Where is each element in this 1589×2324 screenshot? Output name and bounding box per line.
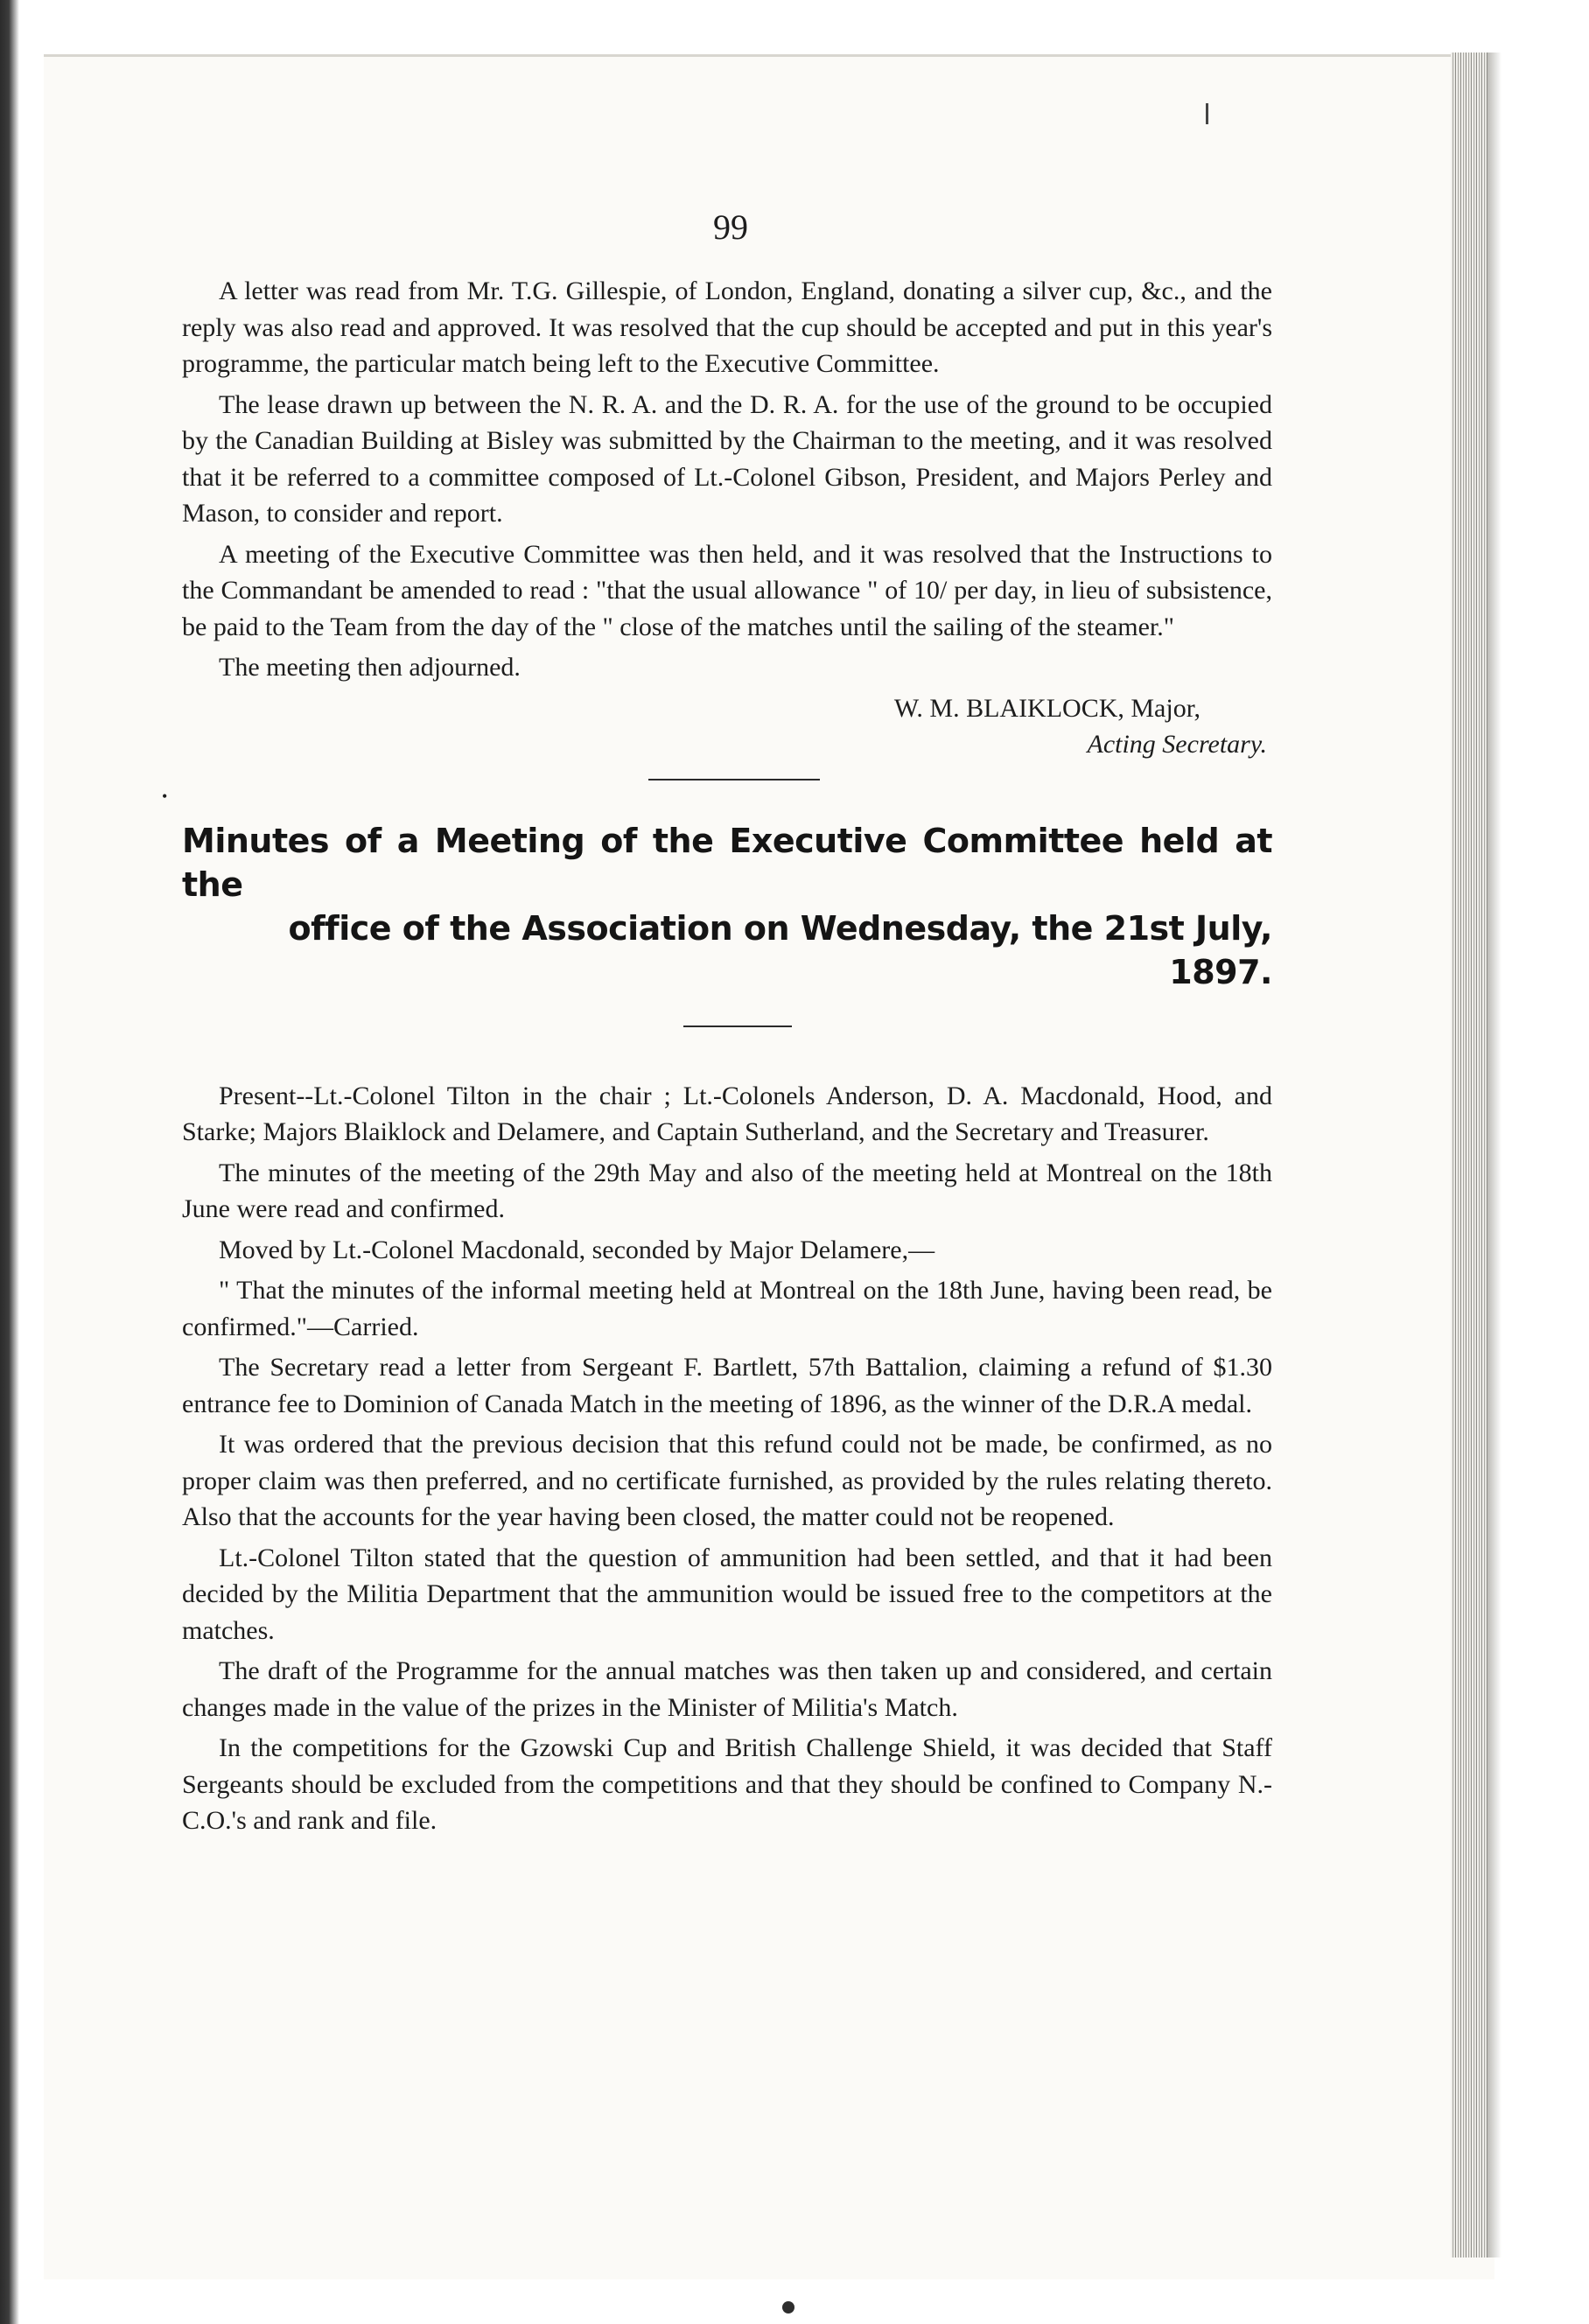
page-number: 99 [713, 207, 748, 247]
paragraph-bartlett-letter: The Secretary read a letter from Sergeant F. Bartlett, 57th Battalion, claiming a refund of $1.30 entrance fee to Dominion of Canada Match in the meeting of 1896, as the winner of the D.R.A medal. [182, 1353, 1272, 1418]
section-previous-minutes [182, 273, 1272, 763]
print-mark [1206, 103, 1208, 124]
signature-title: Acting Secretary. [1087, 730, 1267, 759]
heading-line-2: office of the Association on Wednesday, the 21st July, 1897. [288, 908, 1272, 991]
bottom-scan-mark [782, 2301, 794, 2314]
paragraph-present: Present--Lt.-Colonel Tilton in the chair ; Lt.-Colonels Anderson, D. A. Macdonald, Hood, and Starke; Majors Blaiklock and Delamere, and Captain Sutherland, and the Secretary and Treasurer. [182, 1081, 1272, 1146]
signature-name: W. M. BLAIKLOCK, Major, [893, 693, 1200, 723]
paragraph-adjourned: The meeting then adjourned. [219, 653, 521, 682]
paragraph-gillespie-letter: A letter was read from Mr. T.G. Gillespie, of London, England, donating a silver cup, &c., and the reply was also read and approved. It was resolved that the cup should be accepted and put in this year's programme, the particular match being left to the Executive Committee. [182, 276, 1272, 378]
page-edges-shadow [1488, 52, 1502, 2258]
paragraph-minutes-confirmed: The minutes of the meeting of the 29th May and also of the meeting held at Montreal on the 18th June were read and confirmed. [182, 1158, 1272, 1223]
paragraph-moved-by: Moved by Lt.-Colonel Macdonald, seconded by Major Delamere,— [219, 1235, 935, 1264]
section-heading [182, 819, 1272, 994]
heading-line-1: Minutes of a Meeting of the Executive Committee held at the [182, 821, 1272, 904]
section-divider [648, 779, 820, 780]
section-divider-wrap [162, 779, 1272, 805]
stray-dot-mark: • [162, 787, 168, 805]
paragraph-lease: The lease drawn up between the N. R. A. and the D. R. A. for the use of the ground to be occupied by the Canadian Building at Bisley was submitted by the Chairman to the meeting, and it was resolved that it be referred to a committee composed of Lt.-Colonel Gibson, President, and Majors Perley and Mason, to consider and report. [182, 389, 1272, 528]
text-column [162, 184, 1272, 1844]
signature-block [182, 690, 1272, 763]
book-binding-edge [0, 0, 21, 2324]
heading-divider [683, 1026, 792, 1027]
paragraph-gzowski-cup: In the competitions for the Gzowski Cup and British Challenge Shield, it was decided that Staff Sergeants should be excluded from the competitions and that they should be confined to Company N.-C.O.'s and rank and file. [182, 1733, 1272, 1835]
paragraph-ammunition: Lt.-Colonel Tilton stated that the question of ammunition had been settled, and that it had been decided by the Militia Department that the ammunition would be issued free to the competitors at the matches. [182, 1543, 1272, 1645]
paragraph-programme-draft: The draft of the Programme for the annual matches was then taken up and considered, and certain changes made in the value of the prizes in the Minister of Militia's Match. [182, 1656, 1272, 1722]
section-july-minutes [182, 1078, 1272, 1839]
paragraph-motion-text: " That the minutes of the informal meeting held at Montreal on the 18th June, having been read, be confirmed."—Carried. [182, 1276, 1272, 1341]
paragraph-executive-meeting: A meeting of the Executive Committee was then held, and it was resolved that the Instructions to the Commandant be amended to read : "that the usual allowance " of 10/ per day, in lieu of subsistence, be paid to the Team from the day of the " close of the matches until the sailing of the steamer." [182, 539, 1272, 641]
paragraph-refund-decision: It was ordered that the previous decision that this refund could not be made, be confirmed, as no proper claim was then preferred, and no certificate furnished, as provided by the rules relating thereto. Also that the accounts for the year having been closed, the matter could not be reopened. [182, 1430, 1272, 1531]
